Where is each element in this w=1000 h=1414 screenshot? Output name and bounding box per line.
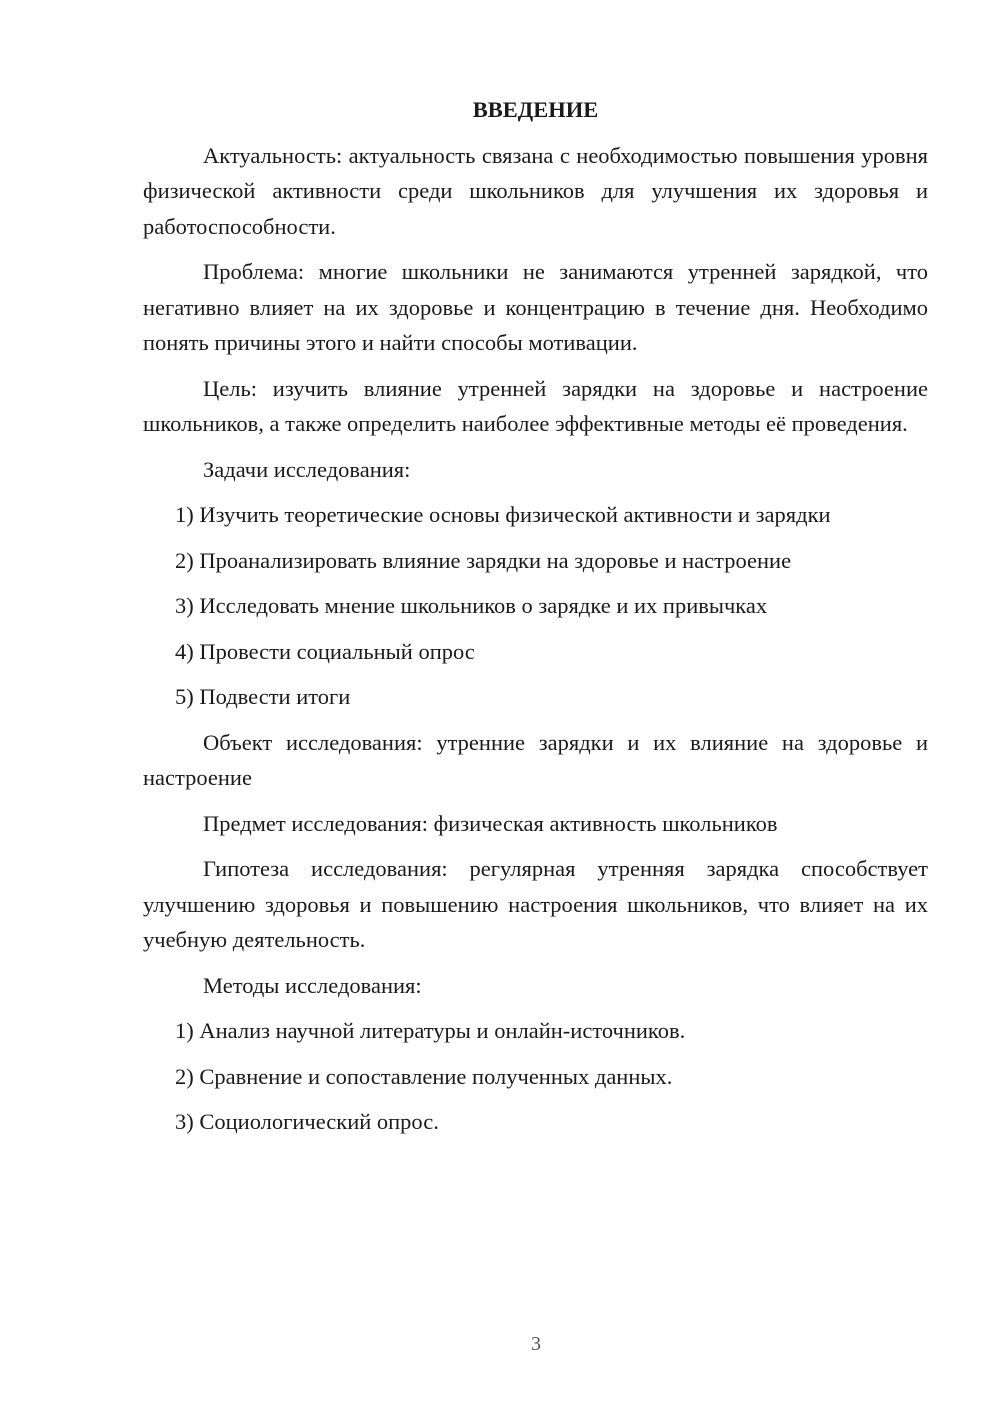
tasks-heading: Задачи исследования: — [203, 456, 411, 482]
page-number: 3 — [531, 1333, 541, 1355]
hypothesis-paragraph: Гипотеза исследования: регулярная утренняя зарядка способствует улучшению здоровья и повышению настроения школьников, что влияет на их учебную деятельность. — [143, 856, 928, 952]
page-content — [143, 92, 928, 1150]
relevance-paragraph: Актуальность: актуальность связана с необходимостью повышения уровня физической активности среди школьников для улучшения их здоровья и работоспособности. — [143, 142, 928, 239]
methods-heading: Методы исследования: — [203, 972, 422, 998]
method-item-1: 1) Анализ научной литературы и онлайн-источников. — [175, 1018, 686, 1043]
task-item-4: 4) Провести социальный опрос — [175, 638, 475, 664]
object-paragraph: Объект исследования: утренние зарядки и их влияние на здоровье и настроение — [143, 729, 928, 790]
task-item-3: 3) Исследовать мнение школьников о зарядке и их привычках — [175, 593, 768, 618]
method-item-2: 2) Сравнение и сопоставление полученных данных. — [175, 1063, 673, 1089]
subject-paragraph: Предмет исследования: физическая активность школьников — [203, 810, 778, 836]
task-item-1: 1) Изучить теоретические основы физической активности и зарядки — [175, 502, 831, 527]
goal-paragraph: Цель: изучить влияние утренней зарядки на здоровье и настроение школьников, а также определить наиболее эффективные методы её проведения. — [143, 375, 928, 436]
section-title: ВВЕДЕНИЕ — [472, 97, 599, 122]
task-item-2: 2) Проанализировать влияние зарядки на здоровье и настроение — [175, 547, 792, 573]
task-item-5: 5) Подвести итоги — [175, 684, 351, 709]
method-item-3: 3) Социологический опрос. — [175, 1109, 439, 1134]
problem-paragraph: Проблема: многие школьники не занимаются утренней зарядкой, что негативно влияет на их здоровье и концентрацию в течение дня. Необходимо понять причины этого и найти способы мотивации. — [143, 259, 928, 355]
